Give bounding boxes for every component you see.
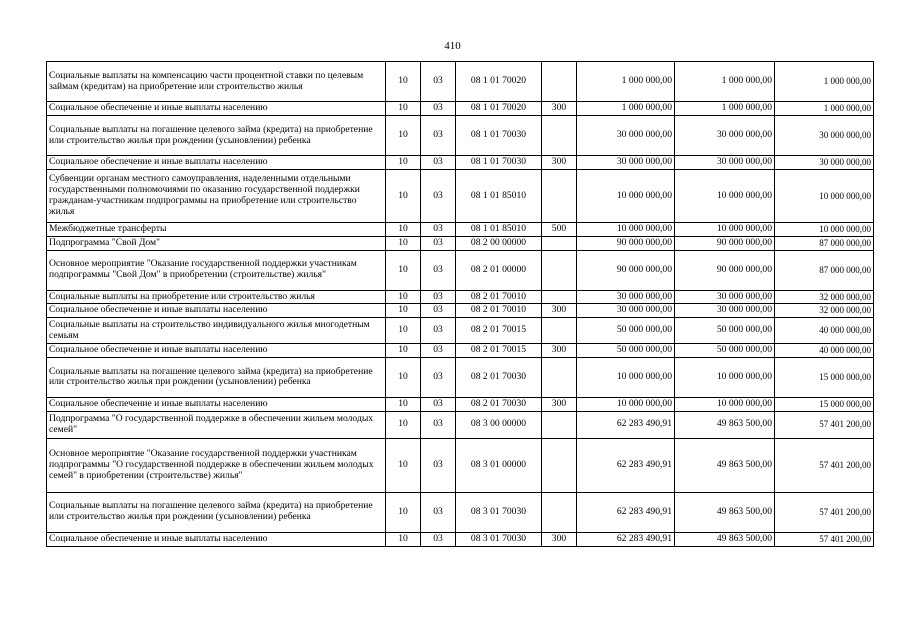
row-type-cell [542, 411, 577, 438]
row-amount-1-cell: 10 000 000,00 [577, 223, 675, 237]
row-section-cell: 10 [386, 318, 421, 344]
row-amount-3-cell: 57 401 200,00 [775, 438, 874, 492]
row-amount-2-cell: 30 000 000,00 [675, 304, 775, 318]
row-name-cell: Подпрограмма "О государственной поддержке в обеспечении жильем молодых семей" [47, 411, 386, 438]
row-subsection-cell: 03 [421, 357, 456, 397]
row-amount-1-cell: 90 000 000,00 [577, 250, 675, 290]
row-type-cell [542, 116, 577, 156]
table-row [47, 116, 874, 156]
row-name-cell: Социальное обеспечение и иные выплаты населению [47, 397, 386, 411]
row-amount-2-cell: 50 000 000,00 [675, 318, 775, 344]
row-amount-2-cell: 49 863 500,00 [675, 532, 775, 546]
row-amount-3-cell: 1 000 000,00 [775, 102, 874, 116]
row-type-cell [542, 438, 577, 492]
row-name-cell: Социальные выплаты на компенсацию части процентной ставки по целевым займам (кредитам) на приобретение или строительство жилья [47, 62, 386, 102]
row-amount-2-cell: 49 863 500,00 [675, 492, 775, 532]
table-row [47, 304, 874, 318]
row-amount-1-cell: 1 000 000,00 [577, 62, 675, 102]
row-amount-2-cell: 49 863 500,00 [675, 411, 775, 438]
row-amount-3-cell: 15 000 000,00 [775, 357, 874, 397]
row-amount-2-cell: 1 000 000,00 [675, 62, 775, 102]
row-code-cell: 08 1 01 70020 [456, 102, 542, 116]
row-name-cell: Социальные выплаты на погашение целевого займа (кредита) на приобретение или строительство жилья при рождении (усыновлении) ребенка [47, 492, 386, 532]
row-name-cell: Социальное обеспечение и иные выплаты населению [47, 102, 386, 116]
row-amount-2-cell: 50 000 000,00 [675, 344, 775, 358]
budget-table-body [47, 62, 874, 547]
row-amount-3-cell: 57 401 200,00 [775, 411, 874, 438]
row-amount-1-cell: 30 000 000,00 [577, 304, 675, 318]
row-subsection-cell: 03 [421, 156, 456, 170]
row-code-cell: 08 1 01 70030 [456, 156, 542, 170]
table-row [47, 156, 874, 170]
row-amount-2-cell: 10 000 000,00 [675, 170, 775, 223]
row-amount-3-cell: 15 000 000,00 [775, 397, 874, 411]
row-type-cell [542, 290, 577, 304]
row-type-cell [542, 357, 577, 397]
table-row [47, 492, 874, 532]
row-code-cell: 08 1 01 85010 [456, 223, 542, 237]
row-amount-2-cell: 90 000 000,00 [675, 250, 775, 290]
row-amount-3-cell: 32 000 000,00 [775, 290, 874, 304]
row-name-cell: Социальные выплаты на погашение целевого займа (кредита) на приобретение или строительство жилья при рождении (усыновлении) ребенка [47, 116, 386, 156]
row-code-cell: 08 2 01 70015 [456, 344, 542, 358]
row-name-cell: Социальные выплаты на строительство индивидуального жилья многодетным семьям [47, 318, 386, 344]
budget-table [46, 61, 874, 547]
table-row [47, 250, 874, 290]
table-row [47, 357, 874, 397]
row-type-cell: 300 [542, 304, 577, 318]
row-subsection-cell: 03 [421, 62, 456, 102]
row-type-cell: 300 [542, 532, 577, 546]
row-subsection-cell: 03 [421, 236, 456, 250]
row-name-cell: Социальные выплаты на погашение целевого займа (кредита) на приобретение или строительство жилья при рождении (усыновлении) ребенка [47, 357, 386, 397]
row-name-cell: Межбюджетные трансферты [47, 223, 386, 237]
row-type-cell [542, 250, 577, 290]
row-amount-3-cell: 40 000 000,00 [775, 344, 874, 358]
row-amount-1-cell: 50 000 000,00 [577, 344, 675, 358]
row-amount-3-cell: 30 000 000,00 [775, 116, 874, 156]
row-section-cell: 10 [386, 492, 421, 532]
row-section-cell: 10 [386, 290, 421, 304]
row-amount-1-cell: 90 000 000,00 [577, 236, 675, 250]
row-amount-1-cell: 50 000 000,00 [577, 318, 675, 344]
row-amount-2-cell: 30 000 000,00 [675, 116, 775, 156]
row-amount-1-cell: 62 283 490,91 [577, 532, 675, 546]
row-name-cell: Основное мероприятие "Оказание государственной поддержки участникам подпрограммы "О государственной поддержке в обеспечении жильем молодых семей" в приобретении (строительстве) жилья" [47, 438, 386, 492]
table-row [47, 438, 874, 492]
row-name-cell: Социальные выплаты на приобретение или строительство жилья [47, 290, 386, 304]
table-row [47, 62, 874, 102]
row-subsection-cell: 03 [421, 397, 456, 411]
row-name-cell: Субвенции органам местного самоуправления, наделенными отдельными государственными полномочиями по оказанию государственной поддержки гражданам-участникам подпрограммы на приобретение или строительство жилья [47, 170, 386, 223]
row-section-cell: 10 [386, 438, 421, 492]
row-amount-2-cell: 10 000 000,00 [675, 223, 775, 237]
table-row [47, 290, 874, 304]
row-section-cell: 10 [386, 304, 421, 318]
row-subsection-cell: 03 [421, 116, 456, 156]
row-subsection-cell: 03 [421, 532, 456, 546]
row-code-cell: 08 2 01 70010 [456, 304, 542, 318]
table-row [47, 411, 874, 438]
row-amount-1-cell: 30 000 000,00 [577, 116, 675, 156]
row-subsection-cell: 03 [421, 438, 456, 492]
page-number: 410 [444, 40, 461, 52]
row-code-cell: 08 1 01 85010 [456, 170, 542, 223]
row-type-cell [542, 492, 577, 532]
table-row [47, 397, 874, 411]
row-name-cell: Социальное обеспечение и иные выплаты населению [47, 532, 386, 546]
row-type-cell: 300 [542, 156, 577, 170]
row-amount-3-cell: 57 401 200,00 [775, 532, 874, 546]
row-amount-3-cell: 40 000 000,00 [775, 318, 874, 344]
row-code-cell: 08 3 01 70030 [456, 532, 542, 546]
row-section-cell: 10 [386, 357, 421, 397]
table-row [47, 318, 874, 344]
row-section-cell: 10 [386, 62, 421, 102]
row-amount-1-cell: 10 000 000,00 [577, 397, 675, 411]
row-section-cell: 10 [386, 532, 421, 546]
row-amount-1-cell: 30 000 000,00 [577, 156, 675, 170]
row-section-cell: 10 [386, 102, 421, 116]
table-row [47, 532, 874, 546]
row-amount-3-cell: 1 000 000,00 [775, 62, 874, 102]
row-type-cell: 300 [542, 344, 577, 358]
row-section-cell: 10 [386, 223, 421, 237]
row-amount-1-cell: 62 283 490,91 [577, 438, 675, 492]
row-amount-2-cell: 49 863 500,00 [675, 438, 775, 492]
table-row [47, 344, 874, 358]
row-section-cell: 10 [386, 156, 421, 170]
row-section-cell: 10 [386, 236, 421, 250]
row-code-cell: 08 2 01 70010 [456, 290, 542, 304]
row-amount-1-cell: 62 283 490,91 [577, 492, 675, 532]
row-subsection-cell: 03 [421, 223, 456, 237]
row-type-cell [542, 170, 577, 223]
table-row [47, 223, 874, 237]
row-name-cell: Социальное обеспечение и иные выплаты населению [47, 156, 386, 170]
row-type-cell [542, 236, 577, 250]
row-name-cell: Социальное обеспечение и иные выплаты населению [47, 304, 386, 318]
row-amount-2-cell: 90 000 000,00 [675, 236, 775, 250]
row-code-cell: 08 2 00 00000 [456, 236, 542, 250]
row-amount-2-cell: 10 000 000,00 [675, 357, 775, 397]
row-amount-2-cell: 10 000 000,00 [675, 397, 775, 411]
row-amount-2-cell: 30 000 000,00 [675, 290, 775, 304]
row-code-cell: 08 2 01 00000 [456, 250, 542, 290]
row-name-cell: Подпрограмма "Свой Дом" [47, 236, 386, 250]
row-subsection-cell: 03 [421, 492, 456, 532]
row-amount-3-cell: 87 000 000,00 [775, 250, 874, 290]
row-amount-3-cell: 10 000 000,00 [775, 170, 874, 223]
row-amount-1-cell: 10 000 000,00 [577, 357, 675, 397]
table-row [47, 102, 874, 116]
row-amount-3-cell: 10 000 000,00 [775, 223, 874, 237]
row-amount-1-cell: 30 000 000,00 [577, 290, 675, 304]
row-code-cell: 08 1 01 70020 [456, 62, 542, 102]
row-amount-3-cell: 30 000 000,00 [775, 156, 874, 170]
row-name-cell: Социальное обеспечение и иные выплаты населению [47, 344, 386, 358]
row-section-cell: 10 [386, 170, 421, 223]
row-type-cell [542, 318, 577, 344]
row-code-cell: 08 2 01 70015 [456, 318, 542, 344]
row-code-cell: 08 3 01 00000 [456, 438, 542, 492]
table-row [47, 170, 874, 223]
row-section-cell: 10 [386, 116, 421, 156]
row-amount-3-cell: 32 000 000,00 [775, 304, 874, 318]
row-section-cell: 10 [386, 344, 421, 358]
row-type-cell [542, 62, 577, 102]
row-subsection-cell: 03 [421, 102, 456, 116]
row-subsection-cell: 03 [421, 250, 456, 290]
row-subsection-cell: 03 [421, 318, 456, 344]
row-subsection-cell: 03 [421, 170, 456, 223]
row-amount-3-cell: 87 000 000,00 [775, 236, 874, 250]
row-amount-3-cell: 57 401 200,00 [775, 492, 874, 532]
row-subsection-cell: 03 [421, 290, 456, 304]
row-code-cell: 08 3 01 70030 [456, 492, 542, 532]
row-name-cell: Основное мероприятие "Оказание государственной поддержки участникам подпрограммы "Свой Дом" в приобретении (строительстве) жилья" [47, 250, 386, 290]
row-type-cell: 300 [542, 397, 577, 411]
row-amount-1-cell: 10 000 000,00 [577, 170, 675, 223]
row-amount-1-cell: 1 000 000,00 [577, 102, 675, 116]
row-subsection-cell: 03 [421, 344, 456, 358]
row-section-cell: 10 [386, 397, 421, 411]
row-amount-1-cell: 62 283 490,91 [577, 411, 675, 438]
table-row [47, 236, 874, 250]
row-section-cell: 10 [386, 250, 421, 290]
row-type-cell: 300 [542, 102, 577, 116]
row-subsection-cell: 03 [421, 411, 456, 438]
row-code-cell: 08 2 01 70030 [456, 357, 542, 397]
row-amount-2-cell: 1 000 000,00 [675, 102, 775, 116]
row-subsection-cell: 03 [421, 304, 456, 318]
row-code-cell: 08 1 01 70030 [456, 116, 542, 156]
row-code-cell: 08 3 00 00000 [456, 411, 542, 438]
row-amount-2-cell: 30 000 000,00 [675, 156, 775, 170]
row-code-cell: 08 2 01 70030 [456, 397, 542, 411]
row-type-cell: 500 [542, 223, 577, 237]
row-section-cell: 10 [386, 411, 421, 438]
